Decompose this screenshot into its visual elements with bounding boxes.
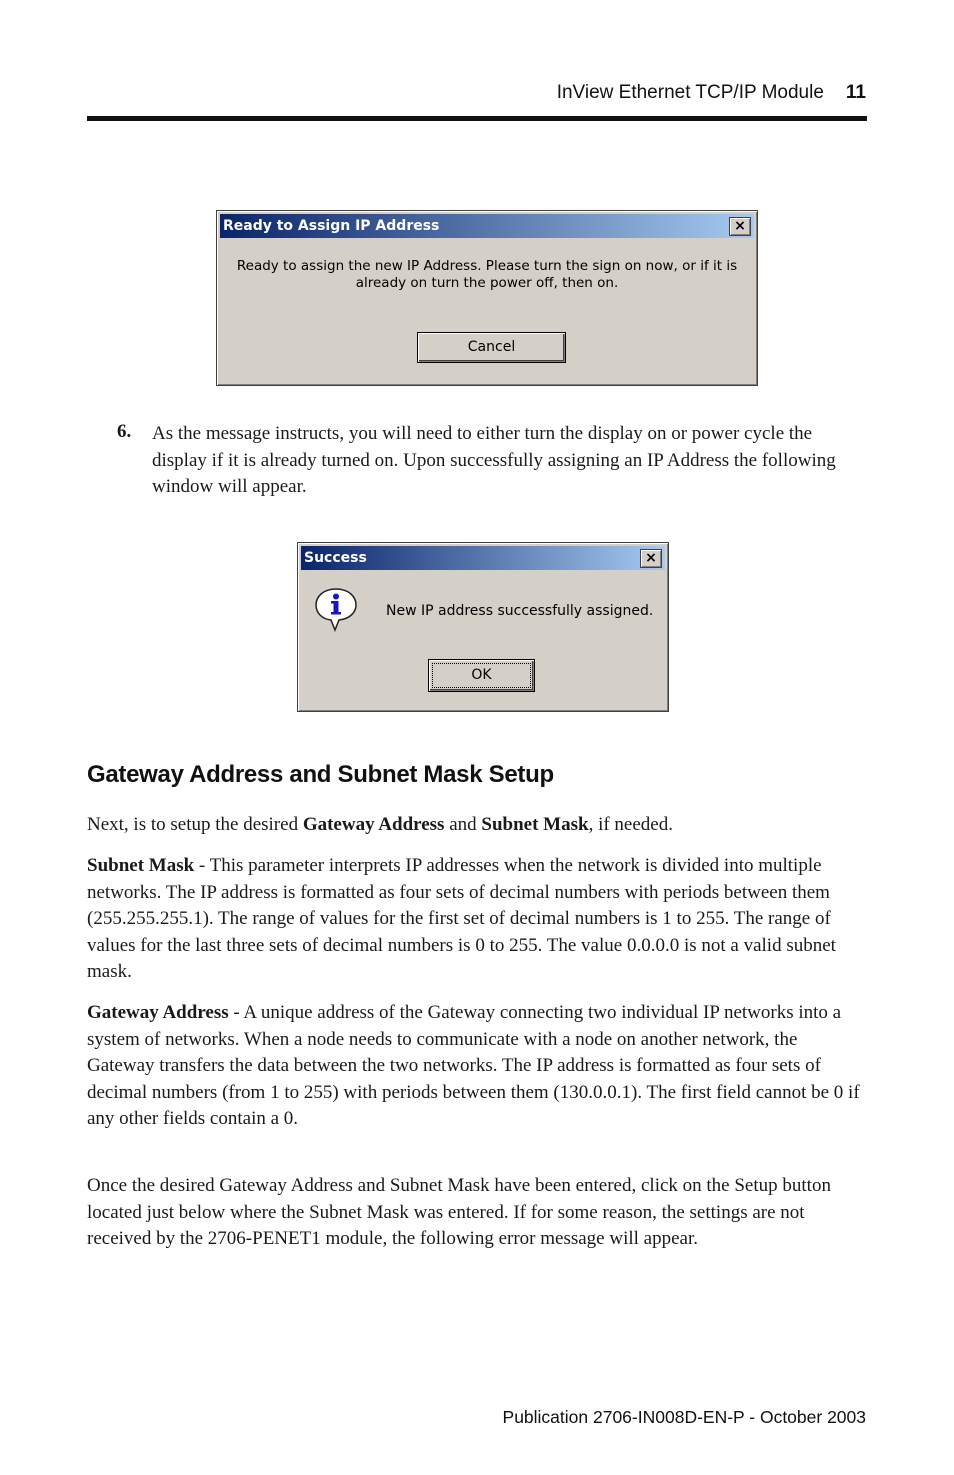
dialog-titlebar [220,214,754,238]
information-icon [313,586,359,634]
gateway-text: - A unique address of the Gateway connecting two individual IP networks into a system of networks. When a node needs to communicate with a node on another network, the Gateway transfers the data between the two networks. The IP address is formatted as four sets of decimal numbers (from 1 to 255) with periods between them (130.0.0.1). The first field cannot be 0 if any other fields contain a 0. [87,1002,860,1129]
publication-footer: Publication 2706-IN008D-EN-P - October 2003 [502,1407,866,1427]
subnet-paragraph [87,853,867,986]
gateway-paragraph [87,1000,867,1133]
dialog-titlebar [301,546,665,570]
intro-paragraph [87,812,867,839]
close-icon[interactable]: × [640,549,662,568]
ready-to-assign-dialog [216,210,758,386]
intro-text: and [444,814,482,835]
header-title: InView Ethernet TCP/IP Module [556,82,824,103]
intro-subnet-term: Subnet Mask [481,814,589,835]
step-number: 6. [117,421,132,442]
dialog-message-line1: Ready to assign the new IP Address. Please turn the sign on now, or if it is [236,258,738,274]
cancel-button[interactable]: Cancel [417,332,566,363]
intro-text: Next, is to setup the desired [87,814,303,835]
running-header [557,82,866,104]
intro-gateway-term: Gateway Address [302,814,445,835]
closing-paragraph: Once the desired Gateway Address and Subnet Mask have been entered, click on the Setup button located just below where the Subnet Mask was entered. If for some reason, the settings are not received by the 2706-PENET1 module, the following error message will appear. [87,1175,831,1249]
header-rule [87,116,867,121]
dialog-message: New IP address successfully assigned. [386,603,654,619]
dialog-message [227,258,747,292]
gateway-term: Gateway Address [87,1002,229,1023]
page-number: 11 [845,82,866,103]
step-text: As the message instructs, you will need to either turn the display on or power cycle the display if it is already turned on. Upon successfully assigning an IP Address the following window will appear. [152,423,836,497]
dialog-message-line2: already on turn the power off, then on. [355,275,619,291]
intro-text: , if needed. [588,814,673,835]
section-heading: Gateway Address and Subnet Mask Setup [87,761,554,788]
close-icon[interactable]: × [729,217,751,236]
dialog-title: Success [304,550,367,566]
dialog-title: Ready to Assign IP Address [223,218,440,234]
ok-button[interactable]: OK [428,659,535,692]
subnet-term: Subnet Mask [87,855,195,876]
success-dialog [297,542,669,712]
subnet-text: - This parameter interprets IP addresses when the network is divided into multiple networks. The IP address is formatted as four sets of decimal numbers with periods between them (255.255.255.1). The range of values for the first set of decimal numbers is 1 to 255. The range of values for the last three sets of decimal numbers is 0 to 255. The value 0.0.0.0 is not a valid subnet mask. [87,855,836,982]
